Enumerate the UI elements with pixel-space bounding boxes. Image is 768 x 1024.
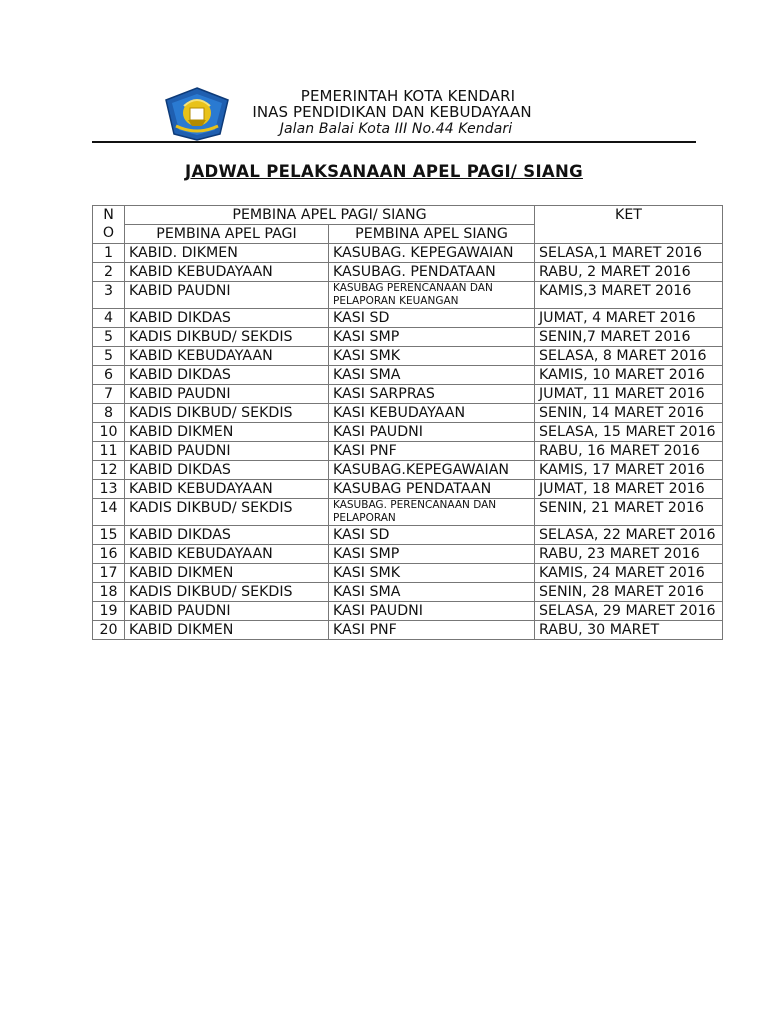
cell-pembina-pagi: KABID DIKDAS bbox=[125, 461, 329, 480]
cell-no: 10 bbox=[93, 423, 125, 442]
header-dept: INAS PENDIDIKAN DAN KEBUDAYAAN bbox=[252, 103, 532, 121]
table-row bbox=[93, 545, 723, 564]
cell-ket: KAMIS,3 MARET 2016 bbox=[535, 282, 723, 309]
cell-pembina-siang: KASI SMP bbox=[329, 545, 535, 564]
cell-pembina-siang: KASI SMA bbox=[329, 583, 535, 602]
table-row bbox=[93, 423, 723, 442]
cell-ket: SENIN, 21 MARET 2016 bbox=[535, 499, 723, 526]
header-divider bbox=[92, 141, 696, 143]
cell-no: 18 bbox=[93, 583, 125, 602]
cell-no: 3 bbox=[93, 282, 125, 309]
col-header-pagi: PEMBINA APEL PAGI bbox=[125, 225, 329, 244]
cell-ket: SENIN, 28 MARET 2016 bbox=[535, 583, 723, 602]
cell-ket: KAMIS, 24 MARET 2016 bbox=[535, 564, 723, 583]
cell-no: 13 bbox=[93, 480, 125, 499]
cell-pembina-siang-text: KASUBAG PERENCANAAN DAN PELAPORAN KEUANGAN bbox=[333, 282, 493, 307]
cell-no: 20 bbox=[93, 621, 125, 640]
table-row bbox=[93, 347, 723, 366]
cell-no: 5 bbox=[93, 328, 125, 347]
cell-pembina-pagi: KADIS DIKBUD/ SEKDIS bbox=[125, 404, 329, 423]
cell-ket: JUMAT, 18 MARET 2016 bbox=[535, 480, 723, 499]
table-row bbox=[93, 385, 723, 404]
table-row bbox=[93, 328, 723, 347]
cell-pembina-pagi: KADIS DIKBUD/ SEKDIS bbox=[125, 583, 329, 602]
cell-ket: KAMIS, 17 MARET 2016 bbox=[535, 461, 723, 480]
cell-no: 5 bbox=[93, 347, 125, 366]
cell-pembina-pagi: KABID DIKDAS bbox=[125, 309, 329, 328]
cell-pembina-siang bbox=[329, 499, 535, 526]
cell-no: 15 bbox=[93, 526, 125, 545]
cell-pembina-pagi: KABID KEBUDAYAAN bbox=[125, 480, 329, 499]
cell-pembina-pagi: KABID DIKDAS bbox=[125, 366, 329, 385]
cell-pembina-pagi: KABID DIKMEN bbox=[125, 564, 329, 583]
table-row bbox=[93, 461, 723, 480]
cell-pembina-pagi: KABID KEBUDAYAAN bbox=[125, 347, 329, 366]
cell-no: 4 bbox=[93, 309, 125, 328]
cell-ket: RABU, 23 MARET 2016 bbox=[535, 545, 723, 564]
cell-pembina-siang: KASI PNF bbox=[329, 621, 535, 640]
cell-ket: KAMIS, 10 MARET 2016 bbox=[535, 366, 723, 385]
cell-ket: RABU, 2 MARET 2016 bbox=[535, 263, 723, 282]
cell-pembina-pagi: KABID PAUDNI bbox=[125, 282, 329, 309]
cell-no: 7 bbox=[93, 385, 125, 404]
cell-ket: SELASA, 15 MARET 2016 bbox=[535, 423, 723, 442]
cell-pembina-pagi: KADIS DIKBUD/ SEKDIS bbox=[125, 499, 329, 526]
cell-pembina-siang: KASI SMK bbox=[329, 564, 535, 583]
cell-no: 14 bbox=[93, 499, 125, 526]
cell-pembina-pagi: KADIS DIKBUD/ SEKDIS bbox=[125, 328, 329, 347]
cell-pembina-pagi: KABID KEBUDAYAAN bbox=[125, 545, 329, 564]
cell-no: 17 bbox=[93, 564, 125, 583]
cell-pembina-siang-text: KASUBAG. PERENCANAAN DAN PELAPORAN bbox=[333, 499, 497, 524]
cell-no: 6 bbox=[93, 366, 125, 385]
table-row bbox=[93, 583, 723, 602]
cell-pembina-siang: KASI SMP bbox=[329, 328, 535, 347]
cell-ket: SELASA, 22 MARET 2016 bbox=[535, 526, 723, 545]
cell-pembina-siang: KASUBAG. KEPEGAWAIAN bbox=[329, 244, 535, 263]
cell-no: 2 bbox=[93, 263, 125, 282]
table-row bbox=[93, 564, 723, 583]
cell-ket: RABU, 30 MARET bbox=[535, 621, 723, 640]
table-row bbox=[93, 309, 723, 328]
cell-pembina-siang: KASI SMK bbox=[329, 347, 535, 366]
table-row bbox=[93, 282, 723, 309]
cell-no: 8 bbox=[93, 404, 125, 423]
col-header-group: PEMBINA APEL PAGI/ SIANG bbox=[125, 206, 535, 225]
cell-pembina-pagi: KABID. DIKMEN bbox=[125, 244, 329, 263]
header-org: PEMERINTAH KOTA KENDARI bbox=[300, 87, 516, 105]
cell-ket: SENIN,7 MARET 2016 bbox=[535, 328, 723, 347]
cell-pembina-siang: KASUBAG. PENDATAAN bbox=[329, 263, 535, 282]
document-title: JADWAL PELAKSANAAN APEL PAGI/ SIANG bbox=[185, 162, 583, 181]
cell-ket: RABU, 16 MARET 2016 bbox=[535, 442, 723, 461]
col-header-siang: PEMBINA APEL SIANG bbox=[329, 225, 535, 244]
table-row bbox=[93, 526, 723, 545]
cell-ket: JUMAT, 4 MARET 2016 bbox=[535, 309, 723, 328]
cell-pembina-pagi: KABID DIKDAS bbox=[125, 526, 329, 545]
cell-pembina-siang: KASI KEBUDAYAAN bbox=[329, 404, 535, 423]
cell-pembina-pagi: KABID DIKMEN bbox=[125, 423, 329, 442]
cell-pembina-siang: KASUBAG.KEPEGAWAIAN bbox=[329, 461, 535, 480]
cell-pembina-siang: KASI SD bbox=[329, 309, 535, 328]
cell-pembina-siang: KASI PAUDNI bbox=[329, 602, 535, 621]
cell-pembina-siang: KASUBAG PENDATAAN bbox=[329, 480, 535, 499]
col-header-ket: KET bbox=[535, 206, 723, 244]
cell-pembina-pagi: KABID PAUDNI bbox=[125, 385, 329, 404]
cell-no: 19 bbox=[93, 602, 125, 621]
cell-pembina-siang: KASI SARPRAS bbox=[329, 385, 535, 404]
cell-no: 16 bbox=[93, 545, 125, 564]
table-row bbox=[93, 621, 723, 640]
cell-ket: SENIN, 14 MARET 2016 bbox=[535, 404, 723, 423]
cell-no: 11 bbox=[93, 442, 125, 461]
cell-no: 1 bbox=[93, 244, 125, 263]
table-row bbox=[93, 480, 723, 499]
cell-pembina-siang bbox=[329, 282, 535, 309]
cell-pembina-siang: KASI PNF bbox=[329, 442, 535, 461]
cell-ket: JUMAT, 11 MARET 2016 bbox=[535, 385, 723, 404]
col-header-no: N O bbox=[93, 206, 125, 244]
table-row bbox=[93, 366, 723, 385]
cell-ket: SELASA, 8 MARET 2016 bbox=[535, 347, 723, 366]
table-row bbox=[93, 499, 723, 526]
cell-pembina-pagi: KABID KEBUDAYAAN bbox=[125, 263, 329, 282]
cell-pembina-pagi: KABID PAUDNI bbox=[125, 442, 329, 461]
header-address: Jalan Balai Kota III No.44 Kendari bbox=[279, 121, 513, 137]
cell-pembina-siang: KASI SD bbox=[329, 526, 535, 545]
schedule-table bbox=[92, 205, 723, 640]
table-row bbox=[93, 442, 723, 461]
cell-pembina-siang: KASI SMA bbox=[329, 366, 535, 385]
cell-ket: SELASA, 29 MARET 2016 bbox=[535, 602, 723, 621]
table-row bbox=[93, 244, 723, 263]
table-row bbox=[93, 404, 723, 423]
cell-pembina-siang: KASI PAUDNI bbox=[329, 423, 535, 442]
table-row bbox=[93, 263, 723, 282]
cell-ket: SELASA,1 MARET 2016 bbox=[535, 244, 723, 263]
cell-pembina-pagi: KABID PAUDNI bbox=[125, 602, 329, 621]
cell-pembina-pagi: KABID DIKMEN bbox=[125, 621, 329, 640]
table-row bbox=[93, 602, 723, 621]
cell-no: 12 bbox=[93, 461, 125, 480]
